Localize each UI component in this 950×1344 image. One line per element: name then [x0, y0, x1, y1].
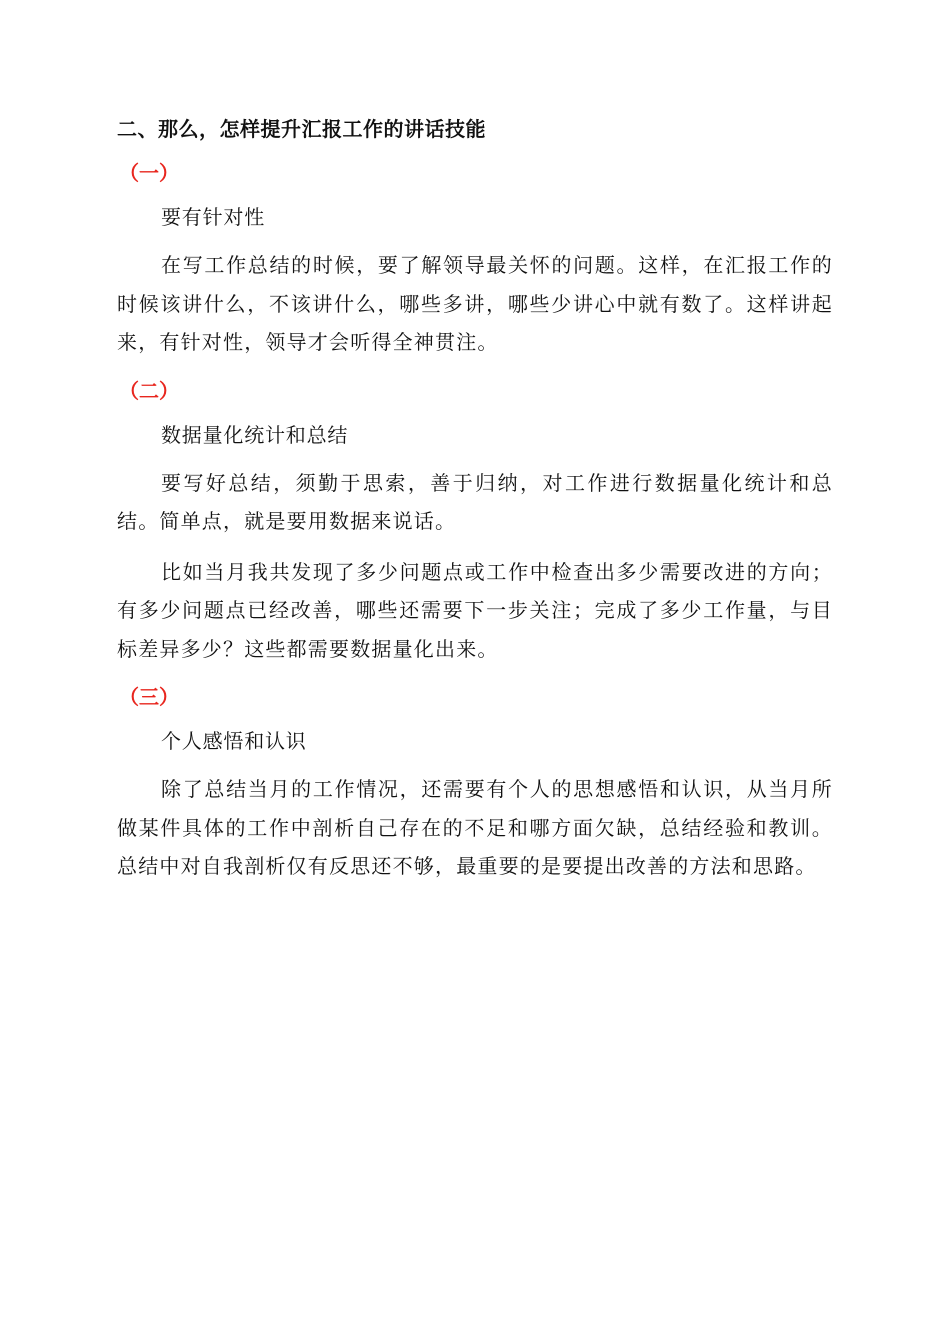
subsection-1: [117, 156, 833, 362]
subsection-title: 个人感悟和认识: [161, 729, 307, 753]
subsection-title: 要有针对性: [161, 205, 265, 229]
subsection-3: [117, 680, 833, 886]
paragraph: 比如当月我共发现了多少问题点或工作中检查出多少需要改进的方向；有多少问题点已经改善，哪些还需要下一步关注；完成了多少工作量，与目标差异多少？这些都需要数据量化出来。: [117, 559, 833, 661]
paragraph: 要写好总结，须勤于思索，善于归纳，对工作进行数据量化统计和总结。简单点，就是要用数据来说话。: [117, 470, 833, 533]
subsection-title: 数据量化统计和总结: [161, 422, 349, 447]
subsection-number: （二）: [119, 378, 179, 403]
paragraph: 除了总结当月的工作情况，还需要有个人的思想感悟和认识，从当月所做某件具体的工作中剖析自己存在的不足和哪方面欠缺，总结经验和教训。总结中对自我剖析仅有反思还不够，最重要的是要提出改善的方法和思路。: [117, 777, 833, 878]
subsection-2: [117, 374, 833, 669]
subsection-number: （三）: [119, 685, 179, 709]
document-page: [117, 112, 833, 898]
subsection-number: （一）: [119, 161, 179, 185]
paragraph: 在写工作总结的时候，要了解领导最关怀的问题。这样，在汇报工作的时候该讲什么，不该讲什么，哪些多讲，哪些少讲心中就有数了。这样讲起来，有针对性，领导才会听得全神贯注。: [117, 253, 833, 354]
section-heading: 二、那么，怎样提升汇报工作的讲话技能: [117, 117, 486, 141]
